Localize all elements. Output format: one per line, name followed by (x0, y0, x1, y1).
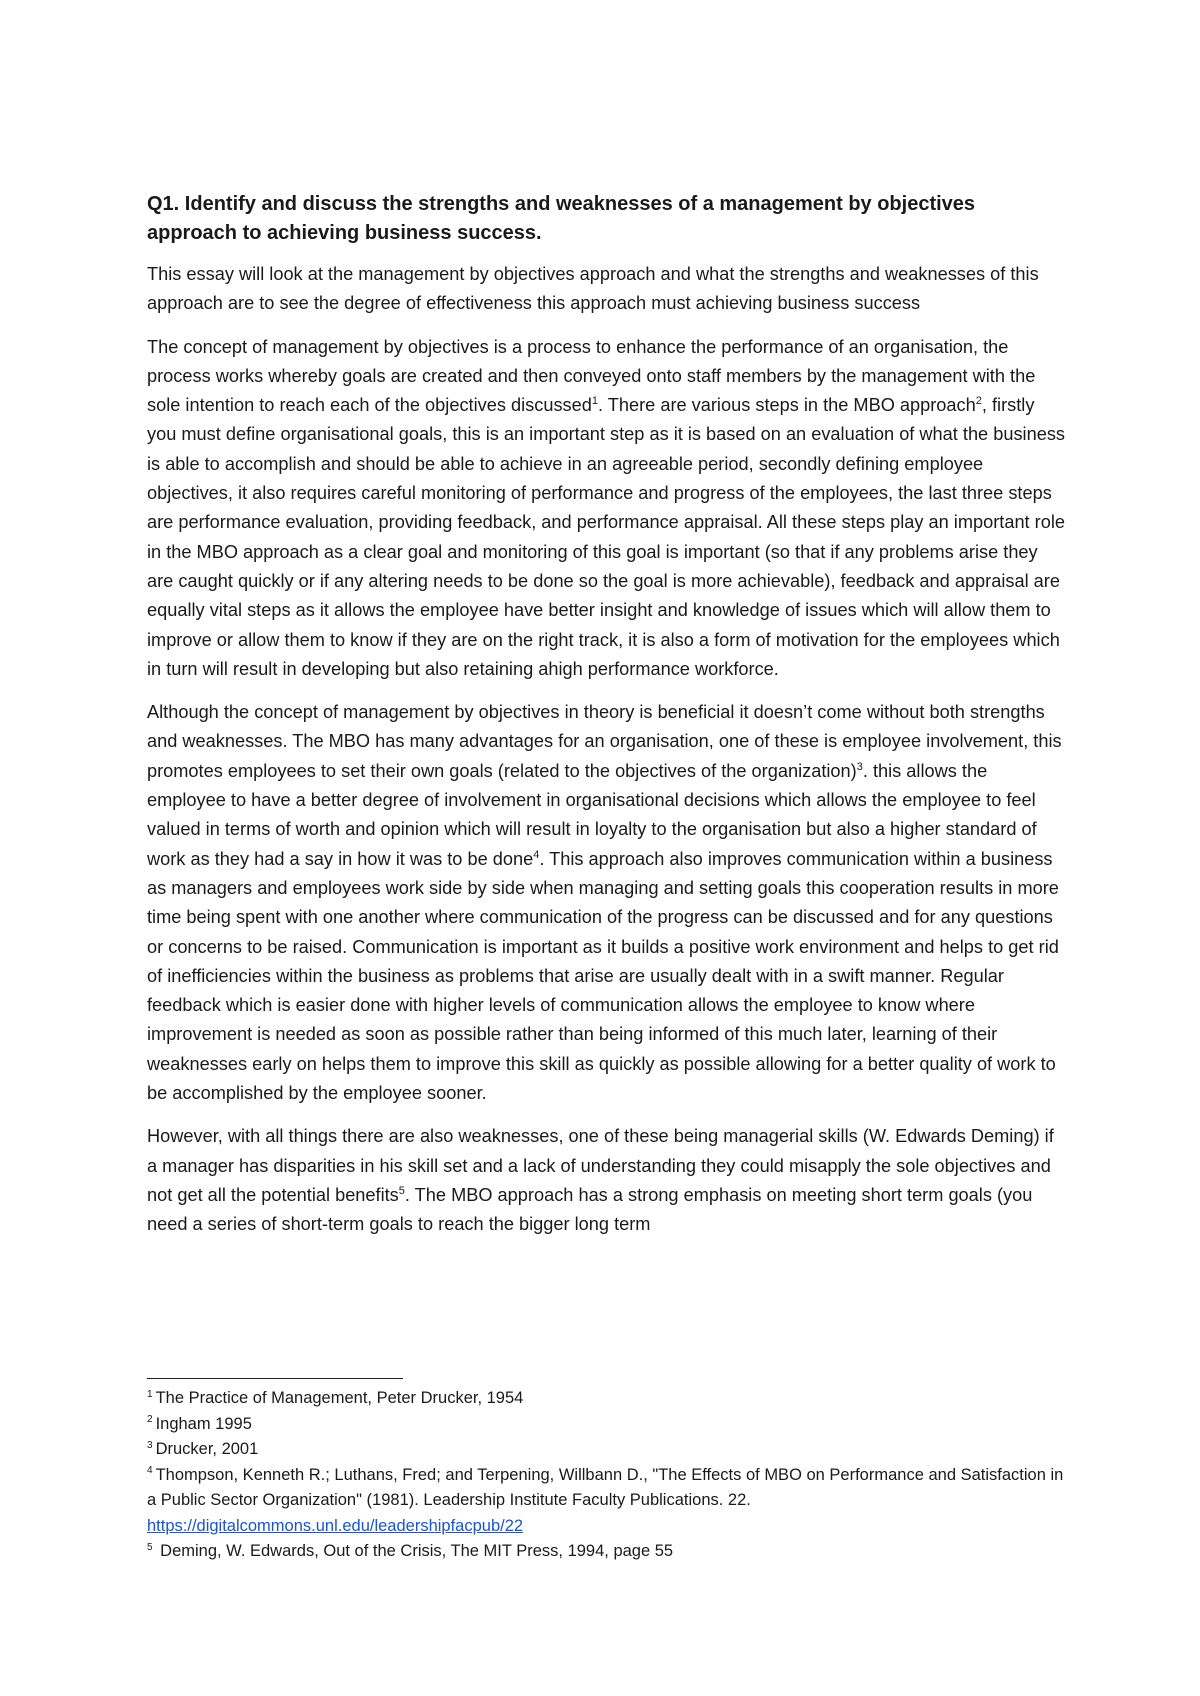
paragraph-text: However, with all things there are also weaknesses, one of these being managerial skills (W. Edwards Deming) if a manager has disparities in his skill set and a lack of understanding they could misapply the sole objectives and not get all the potential benefits (147, 1126, 1054, 1205)
footnote-5 (147, 1539, 1067, 1565)
document-body (147, 190, 1067, 1254)
footnote-number: 5 (147, 1541, 153, 1553)
footnote-2 (147, 1412, 1067, 1438)
paragraph-text: . There are various steps in the MBO approach (597, 395, 976, 416)
footnote-text: Ingham 1995 (155, 1414, 252, 1433)
footnote-3 (147, 1437, 1067, 1463)
footnote-text: Deming, W. Edwards, Out of the Crisis, The MIT Press, 1994, page 55 (155, 1542, 674, 1560)
footnote-separator (147, 1378, 403, 1379)
paragraph-weaknesses (147, 1122, 1067, 1239)
footnote-number: 4 (147, 1465, 153, 1476)
paragraph-text: Although the concept of management by objectives in theory is beneficial it doesn’t come without both strengths and weaknesses. The MBO has many advantages for an organisation, one of these is employee involvement, this promotes employees to set their own goals (related to the objectives of the organization) (147, 702, 1062, 781)
footnote-text: Thompson, Kenneth R.; Luthans, Fred; and Terpening, Willbann D., "The Effects of MBO on Performance and Satisfaction in a Public Sector Organization" (1981). Leadership Institute Faculty Publications. 22. (147, 1465, 1064, 1509)
paragraph-text: This essay will look at the management by objectives approach and what the strengths and weaknesses of this approach are to see the degree of effectiveness this approach must achieving business success (147, 264, 1039, 314)
paragraph-concept (147, 333, 1067, 685)
footnote-ref[interactable]: 2 (975, 395, 982, 408)
footnote-number: 1 (147, 1388, 153, 1400)
paragraph-text: . This approach also improves communication within a business as managers and employees work side by side when managing and setting goals this cooperation results in more time being spent with one another where communication of the progress can be discussed and for any questions or concerns to be raised. Communication is important as it builds a positive work environment and helps to get rid of inefficiencies within the business as problems that arise are usually dealt with in a swift manner. Regular feedback which is easier done with higher levels of communication allows the employee to know where improvement is needed as soon as possible rather than being informed of this much later, learning of their weaknesses early on helps them to improve this skill as quickly as possible allowing for a better quality of work to be accomplished by the employee sooner. (147, 848, 1059, 1104)
footnote-ref[interactable]: 5 (398, 1184, 405, 1197)
footnote-ref[interactable]: 1 (591, 395, 598, 408)
question-title: Q1. Identify and discuss the strengths and weaknesses of a management by objectives approach to achieving business success. (147, 193, 976, 244)
paragraph-intro (147, 260, 1067, 319)
paragraph-strengths (147, 698, 1067, 1108)
paragraph-text: . this allows the employee to have a better degree of involvement in organisational decisions which allows the employee to feel valued in terms of worth and opinion which will result in loyalty to the organisation but also a higher standard of work as they had a say in how it was to be done (147, 760, 1037, 869)
paragraph-text: , firstly you must define organisational goals, this is an important step as it is based on an evaluation of what the business is able to accomplish and should be able to achieve in an agreeable period, secondly defining employee objectives, it also requires careful monitoring of performance and progress of the employees, the last three steps are performance evaluation, providing feedback, and performance appraisal. All these steps play an important role in the MBO approach as a clear goal and monitoring of this goal is important (so that if any problems arise they are caught quickly or if any altering needs to be done so the goal is more achievable), feedback and appraisal are equally vital steps as it allows the employee have better insight and knowledge of issues which will allow them to improve or allow them to know if they are on the right track, it is also a form of motivation for the employees which in turn will result in developing but also retaining ahigh performance workforce. (147, 395, 1066, 679)
footnote-4 (147, 1463, 1067, 1540)
footnote-1 (147, 1386, 1067, 1412)
footnote-text: The Practice of Management, Peter Drucker, 1954 (155, 1389, 524, 1407)
footnote-ref[interactable]: 4 (533, 848, 540, 861)
footnote-link[interactable]: https://digitalcommons.unl.edu/leadershipfacpub/22 (147, 1516, 524, 1535)
footnote-text: Drucker, 2001 (155, 1440, 259, 1458)
paragraph-text: . The MBO approach has a strong emphasis on meeting short term goals (you need a series of short-term goals to reach the bigger long term (147, 1184, 1033, 1235)
paragraph-text: The concept of management by objectives is a process to enhance the performance of an organisation, the process works whereby goals are created and then conveyed onto staff members by the management with the sole intention to reach each of the objectives discussed (147, 336, 1036, 416)
footnote-number: 2 (147, 1414, 153, 1425)
footnote-ref[interactable]: 3 (856, 760, 863, 773)
footnotes-section (147, 1386, 1067, 1565)
footnote-number: 3 (147, 1439, 153, 1451)
